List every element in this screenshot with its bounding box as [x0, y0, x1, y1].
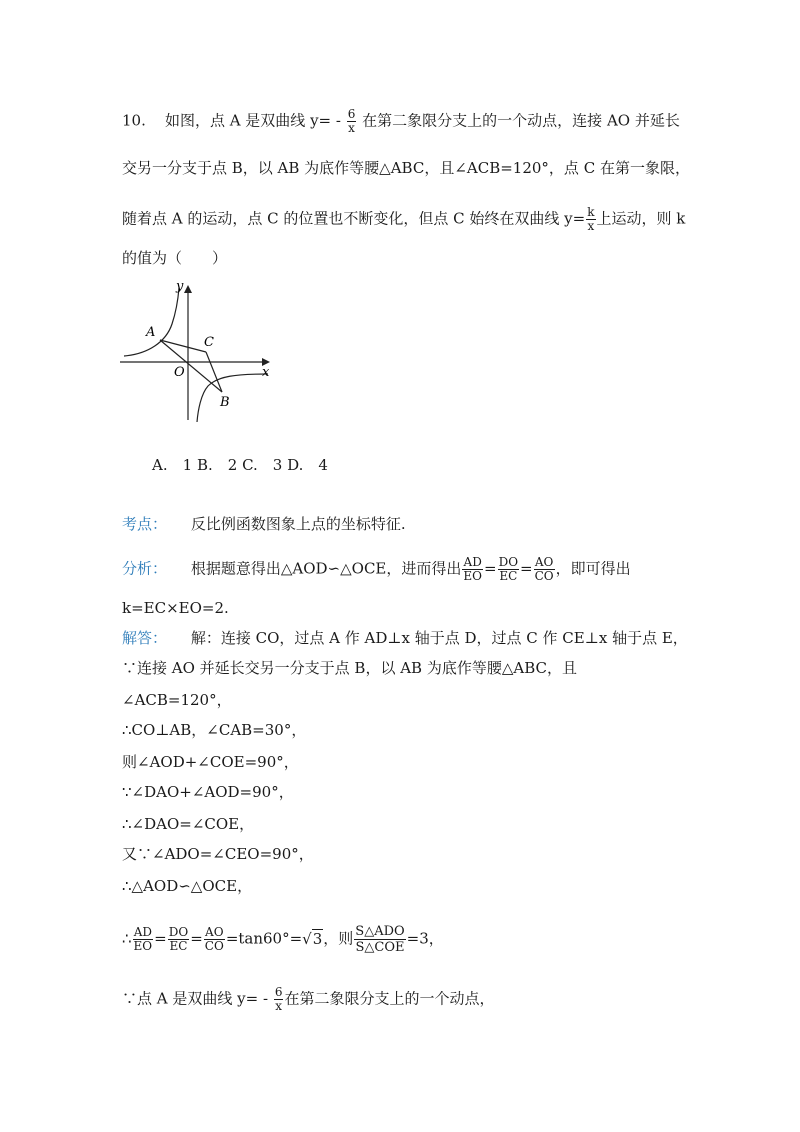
fraction-DO-EC: $\frac{DO}{EC}$ — [498, 555, 519, 583]
choice-c: C. 3 — [242, 456, 283, 474]
jieda-line-6: ∵∠DAO+∠AOD=90°， — [122, 783, 294, 801]
jieda-label: 解答： — [122, 629, 168, 647]
hyperbola-branch-fourth-quadrant — [197, 374, 268, 422]
label-A: A — [146, 325, 156, 340]
jieda-line-10: ∴ $\frac{AD}{EO}$ = $\frac{DO}{EC}$ = $\frac{AO}{CO}$ =tan60°=√3，则 $\frac{\text{S△ADO}}{\text{S△COE}}$ =3， — [122, 924, 444, 955]
fraction-AO-CO-2: $\frac{AO}{CO}$ — [204, 925, 224, 953]
hyperbola-figure — [118, 282, 278, 422]
fraction-6-over-x-2: $\frac{6}{x}$ — [274, 985, 283, 1013]
jieda-row: 解答： 解：连接 CO，过点 A 作 AD⊥x 轴于点 D，过点 C 作 CE⊥x 轴于点 E， — [122, 629, 688, 647]
fraction-AD-EO: $\frac{AD}{EO}$ — [463, 555, 482, 583]
fraction-6-over-x: $\frac{6}{x}$ — [347, 107, 356, 135]
label-B: B — [220, 395, 230, 410]
answer-choices — [152, 454, 328, 475]
choice-b: B. 2 — [196, 456, 238, 474]
question-line-2: 交另一分支于点 B，以 AB 为底作等腰△ABC，且∠ACB=120°，点 C 在第一象限， — [122, 159, 690, 177]
question-line-1: 10. 如图，点 A 是双曲线 y= - $\frac{6}{x}$ 在第二象限分支上的一个动点，连接 AO 并延长 — [122, 107, 680, 135]
sqrt-3: √3 — [302, 929, 323, 948]
fraction-DO-EC-2: $\frac{DO}{EC}$ — [168, 925, 189, 953]
jieda-line-8: 又∵∠ADO=∠CEO=90°， — [122, 845, 314, 863]
choice-a: A. 1 — [152, 456, 193, 474]
kaodian-text: 反比例函数图象上点的坐标特征. — [190, 515, 406, 533]
kaodian-row — [122, 514, 406, 534]
choice-d: D. 4 — [287, 456, 328, 474]
fraction-area-ratio: $\frac{\text{S△ADO}}{\text{S△COE}}$ — [355, 924, 405, 955]
jieda-line-5: 则∠AOD+∠COE=90°， — [122, 753, 299, 771]
jieda-line-2: ∵连接 AO 并延长交另一分支于点 B，以 AB 为底作等腰△ABC，且 — [122, 659, 577, 677]
label-y: y — [176, 282, 184, 294]
question-line-4: 的值为（ ） — [122, 249, 228, 267]
jieda-line-7: ∴∠DAO=∠COE， — [122, 815, 255, 833]
hyperbola-branch-second-quadrant — [124, 288, 179, 356]
jieda-line-11: ∵点 A 是双曲线 y= - $\frac{6}{x}$ 在第二象限分支上的一个动点， — [122, 985, 495, 1013]
label-O: O — [174, 365, 185, 380]
jieda-line-3: ∠ACB=120°， — [122, 691, 232, 709]
fenxi-row: 分析： 根据题意得出△AOD∽△OCE，进而得出 $\frac{AD}{EO}$ = $\frac{DO}{EC}$ = $\frac{AO}{CO}$ ，即可得出 — [122, 555, 631, 583]
jieda-line-9: ∴△AOD∽△OCE， — [122, 877, 253, 895]
jieda-line-4: ∴CO⊥AB，∠CAB=30°， — [122, 721, 307, 739]
fraction-AO-CO: $\frac{AO}{CO}$ — [534, 555, 554, 583]
question-number: 10. — [122, 111, 146, 130]
question-line-3: 随着点 A 的运动，点 C 的位置也不断变化，但点 C 始终在双曲线 y= $\frac{k}{x}$ 上运动，则 k — [122, 205, 686, 233]
fenxi-label: 分析： — [122, 559, 168, 578]
y-axis-arrow — [184, 285, 192, 293]
label-x: x — [262, 365, 270, 380]
fenxi-line-2: k=EC×EO=2. — [122, 599, 229, 617]
fraction-AD-EO-2: $\frac{AD}{EO}$ — [133, 925, 153, 953]
kaodian-label: 考点： — [122, 515, 168, 533]
fraction-k-over-x: $\frac{k}{x}$ — [587, 205, 595, 233]
label-C: C — [204, 335, 214, 350]
